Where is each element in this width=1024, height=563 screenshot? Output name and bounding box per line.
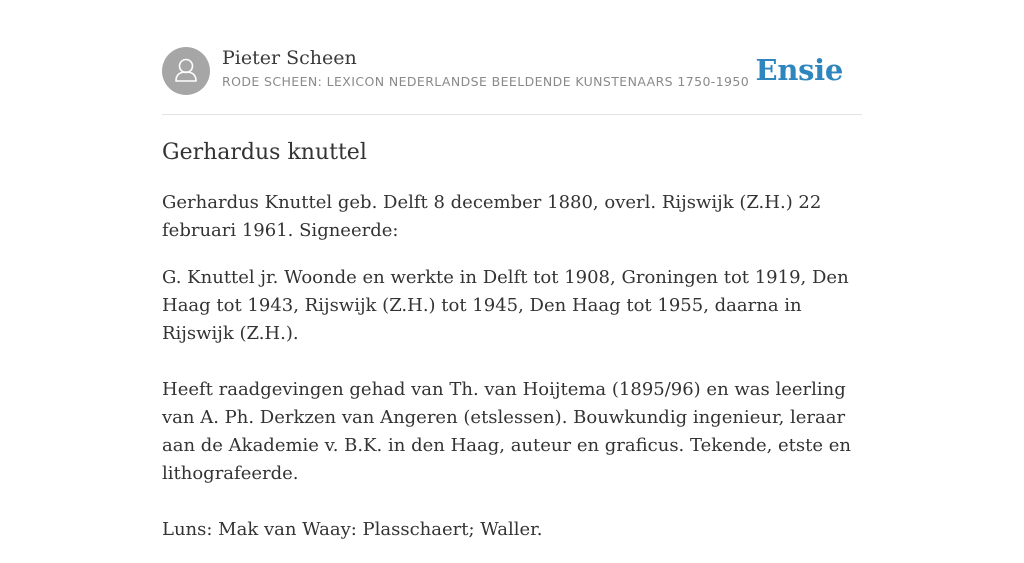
source-title[interactable]: RODE SCHEEN: LEXICON NEDERLANDSE BEELDENDE KUNSTENAARS 1750-1950 — [222, 74, 750, 89]
article-paragraph: Luns: Mak van Waay: Plasschaert; Waller. — [162, 519, 543, 540]
author-header — [162, 46, 862, 115]
ensie-logo[interactable]: Ensie — [755, 53, 843, 87]
article-paragraph: Heeft raadgevingen gehad van Th. van Hoijtema (1895/96) en was leerling van A. Ph. Derkzen van Angeren (etslessen). Bouwkundig ingenieur, leraar aan de Akademie v. B.K. in den Haag, auteur en graficus. Tekende, etste en lithografeerde. — [162, 379, 852, 484]
article-paragraph: Gerhardus Knuttel geb. Delft 8 december 1880, overl. Rijswijk (Z.H.) 22 februari 1961. Signeerde: — [162, 192, 822, 241]
page-title: Gerhardus knuttel — [162, 140, 367, 165]
author-name[interactable]: Pieter Scheen — [222, 47, 357, 69]
article-paragraph: G. Knuttel jr. Woonde en werkte in Delft tot 1908, Groningen tot 1919, Den Haag tot 1943, Rijswijk (Z.H.) tot 1945, Den Haag tot 1955, daarna in Rijswijk (Z.H.). — [162, 267, 849, 344]
avatar[interactable] — [162, 47, 210, 95]
user-icon — [162, 47, 210, 95]
article-body — [162, 189, 862, 563]
